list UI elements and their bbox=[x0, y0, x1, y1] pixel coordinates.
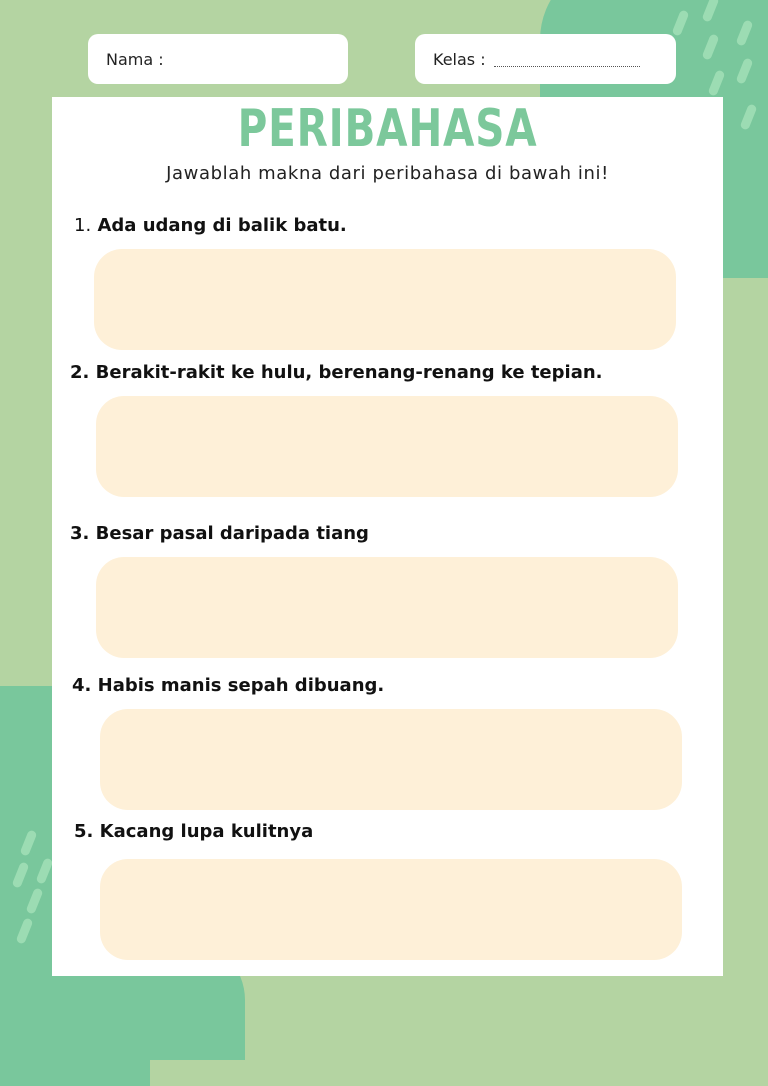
question-1 bbox=[74, 215, 347, 236]
question-text: Besar pasal daripada tiang bbox=[95, 523, 369, 544]
question-4 bbox=[72, 675, 384, 696]
question-number: 1. bbox=[74, 215, 92, 236]
question-number: 4. bbox=[72, 675, 92, 696]
worksheet-title: PERIBAHASA bbox=[237, 99, 538, 159]
question-5 bbox=[74, 821, 313, 842]
question-number: 5. bbox=[74, 821, 94, 842]
answer-box-4[interactable] bbox=[100, 709, 682, 810]
question-text: Habis manis sepah dibuang. bbox=[97, 675, 385, 696]
question-2 bbox=[70, 362, 603, 383]
name-field[interactable] bbox=[88, 34, 348, 84]
question-text: Berakit-rakit ke hulu, berenang-renang ke tepian. bbox=[95, 362, 603, 383]
question-text: Ada udang di balik batu. bbox=[97, 215, 347, 236]
answer-box-2[interactable] bbox=[96, 396, 678, 497]
class-dotted-line bbox=[494, 52, 640, 67]
answer-box-1[interactable] bbox=[94, 249, 676, 350]
worksheet-instruction: Jawablah makna dari peribahasa di bawah ini! bbox=[166, 163, 609, 184]
answer-box-5[interactable] bbox=[100, 859, 682, 960]
class-field[interactable] bbox=[415, 34, 676, 84]
class-label: Kelas : bbox=[433, 49, 486, 69]
worksheet-sheet bbox=[52, 97, 723, 976]
question-3 bbox=[70, 523, 369, 544]
answer-box-3[interactable] bbox=[96, 557, 678, 658]
question-text: Kacang lupa kulitnya bbox=[99, 821, 314, 842]
question-number: 2. bbox=[70, 362, 90, 383]
name-label: Nama : bbox=[106, 49, 164, 69]
question-number: 3. bbox=[70, 523, 90, 544]
